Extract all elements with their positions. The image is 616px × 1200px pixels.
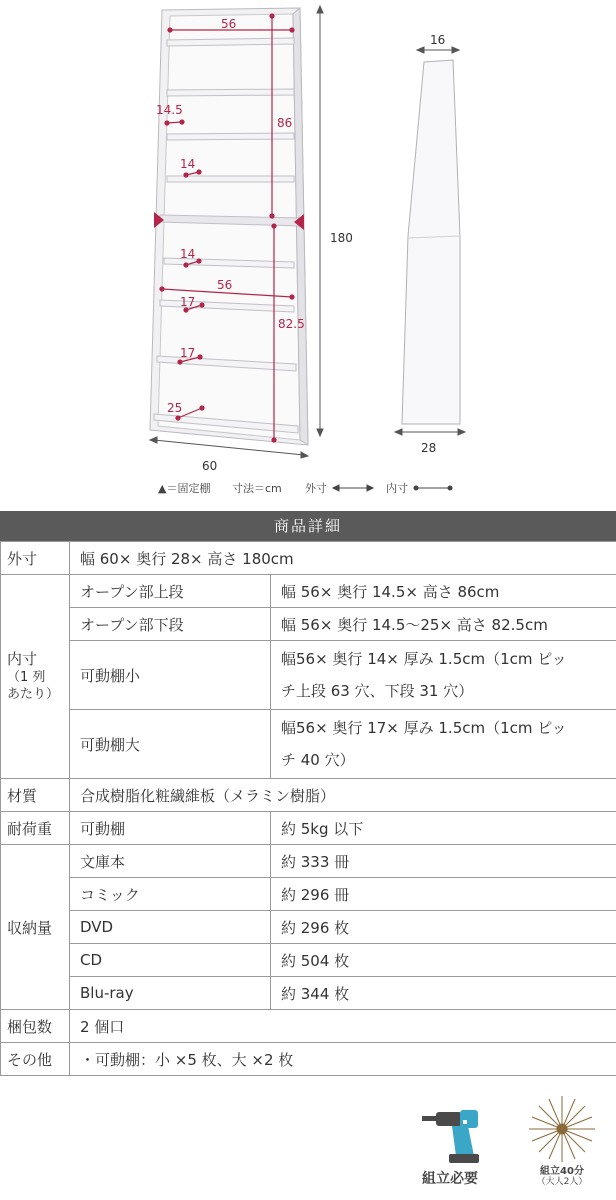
inner-label-main: 内寸 xyxy=(7,650,38,668)
assembly-time-icon xyxy=(529,1096,595,1162)
inner-value: 幅 56× 奥行 14.5× 高さ 86cm xyxy=(271,575,616,608)
inner-name: 可動棚大 xyxy=(70,710,271,779)
spec-title: 商品詳細 xyxy=(0,511,616,541)
dim-inner-width-lower: 56 xyxy=(217,278,233,292)
capacity-value: 約 296 冊 xyxy=(271,878,616,911)
material-label: 材質 xyxy=(1,779,70,812)
assembly-time-text: 組立40分 xyxy=(540,1166,584,1177)
row-package xyxy=(1,1010,616,1043)
dim-inner-width-top: 56 xyxy=(221,17,237,31)
capacity-value: 約 504 枚 xyxy=(271,944,616,977)
dim-bottom-depth: 25 xyxy=(167,401,183,415)
inner-value xyxy=(271,710,616,779)
legend-outer-arrow xyxy=(333,485,373,491)
dim-small-shelf-b: 14 xyxy=(180,247,196,261)
inner-value-line1: 幅56× 奥行 14× 厚み 1.5cm（1cm ピッ xyxy=(281,650,567,668)
product-diagram xyxy=(0,0,616,510)
dim-large-shelf-a: 17 xyxy=(180,295,196,309)
bookshelf-drawing xyxy=(0,0,616,510)
row-capacity xyxy=(1,911,616,944)
legend-inner-line xyxy=(414,486,452,490)
assembly-required-label: 組立必要 xyxy=(422,1171,478,1187)
dim-large-shelf-b: 17 xyxy=(180,346,196,360)
capacity-value: 約 344 枚 xyxy=(271,977,616,1010)
legend-outer: 外寸 xyxy=(305,482,327,495)
outer-value: 幅 60× 奥行 28× 高さ 180cm xyxy=(70,542,616,575)
row-capacity xyxy=(1,845,616,878)
load-name: 可動棚 xyxy=(70,812,271,845)
inner-name: オープン部下段 xyxy=(70,608,271,641)
dim-small-shelf-a: 14 xyxy=(180,157,196,171)
inner-name: 可動棚小 xyxy=(70,641,271,710)
dim-overall-height: 180 xyxy=(330,231,353,245)
other-label: その他 xyxy=(1,1043,70,1076)
inner-label-sub1: （1 列 xyxy=(7,670,46,685)
row-shelf-large xyxy=(1,710,616,779)
inner-value-line2: チ上段 63 穴、下段 31 穴） xyxy=(281,682,474,700)
capacity-value: 約 333 冊 xyxy=(271,845,616,878)
legend-unit: 寸法＝cm xyxy=(232,482,282,495)
row-load xyxy=(1,812,616,845)
inner-value: 幅 56× 奥行 14.5〜25× 高さ 82.5cm xyxy=(271,608,616,641)
row-inner-lower xyxy=(1,608,616,641)
other-value: ・可動棚：小 ×5 枚、大 ×2 枚 xyxy=(70,1043,616,1076)
assembly-people-text: （大人2人） xyxy=(536,1177,588,1187)
row-outer xyxy=(1,542,616,575)
assembly-time-label xyxy=(532,1166,592,1188)
row-other xyxy=(1,1043,616,1076)
drill-icon xyxy=(422,1110,479,1163)
material-value: 合成樹脂化粧繊維板（メラミン樹脂） xyxy=(70,779,616,812)
dim-overall-width: 60 xyxy=(202,459,218,473)
inner-name: オープン部上段 xyxy=(70,575,271,608)
dim-lower-height: 82.5 xyxy=(278,317,305,331)
capacity-value: 約 296 枚 xyxy=(271,911,616,944)
row-capacity xyxy=(1,977,616,1010)
inner-label-sub2: あたり） xyxy=(7,687,60,702)
row-shelf-small xyxy=(1,641,616,710)
capacity-name: CD xyxy=(70,944,271,977)
dim-upper-depth: 14.5 xyxy=(156,103,183,117)
legend-fixed-shelf: ▲＝固定棚 xyxy=(158,482,211,495)
dim-side-top: 16 xyxy=(430,33,446,47)
dim-side-bottom: 28 xyxy=(421,441,437,455)
row-material xyxy=(1,779,616,812)
footer-icons xyxy=(0,1090,616,1200)
spec-table xyxy=(0,541,616,1076)
spec-section xyxy=(0,511,616,1076)
inner-value-line2: チ 40 穴） xyxy=(281,751,355,769)
inner-value xyxy=(271,641,616,710)
capacity-name: コミック xyxy=(70,878,271,911)
capacity-name: DVD xyxy=(70,911,271,944)
row-capacity xyxy=(1,944,616,977)
row-capacity xyxy=(1,878,616,911)
inner-label xyxy=(1,575,70,779)
side-view-panel xyxy=(402,60,460,424)
load-label: 耐荷重 xyxy=(1,812,70,845)
load-value: 約 5kg 以下 xyxy=(271,812,616,845)
inner-value-line1: 幅56× 奥行 17× 厚み 1.5cm（1cm ピッ xyxy=(281,719,567,737)
row-inner-upper xyxy=(1,575,616,608)
package-label: 梱包数 xyxy=(1,1010,70,1043)
capacity-name: Blu-ray xyxy=(70,977,271,1010)
capacity-name: 文庫本 xyxy=(70,845,271,878)
outer-label: 外寸 xyxy=(1,542,70,575)
legend-inner: 内寸 xyxy=(386,482,408,495)
capacity-label: 収納量 xyxy=(1,845,70,1010)
dim-upper-height: 86 xyxy=(277,116,293,130)
package-value: 2 個口 xyxy=(70,1010,616,1043)
